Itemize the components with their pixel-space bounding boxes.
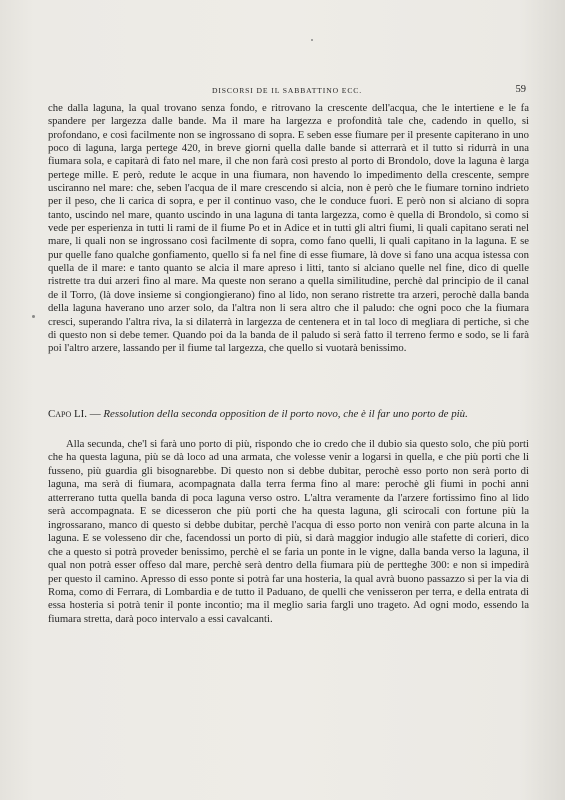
chapter-title: Ressolution della seconda opposition de il porto novo, che è il far uno porto de più.	[103, 408, 468, 420]
chapter-heading	[48, 408, 529, 422]
running-title: DISCORSI DE IL SABBATTINO ECC.	[211, 86, 363, 95]
chapter-separator: —	[87, 408, 104, 420]
chapter-label: Capo LI.	[48, 408, 87, 420]
body-paragraph-1: che dalla laguna, la qual trovano senza fondo, e ritrovano la crescente dell'acqua, che le intertiene e le fa spandere per largezza dalle bande. Ma il mare ha largezza e profondità tale che, cadendo in quello, si profondano, e così facilmente non se ingrossano di sopra. E seben esse fiumare per il presente capiterano in uno poco di laguna, larga pertege 420, in breve giorni quella dalle bande si atterrarà et il tutto si ridurrà in una fiumara sola, e capitarà di fato nel mare, il che non farà così presto al porto di Brondolo, dove la laguna è larga pertege mille. E però, redute le acque in una fiumara, non havendo lo impedimento della crescente, sempre usciranno nel mare: che, seben l'acqua de il mare crescendo si alcia, non è però che le fiumare tornino indrieto per il peso, che li carica di sopra, e per il continuo vaso, che le conduce fuori. E però non si alciano di sopra tanto, uscindo nel mare, quanto uscindo in una laguna di tanta largezza, como è quella di Brondolo, sì como si vede per esperienza in tutti li rami de il fiume Po et in Adice et in tutti gli altri fiumi, li quali capitano serati nel mare, li quali non se ingrossano così facilmente di sopra, como fano quelli, li quali capitano in la laguna. E se pur quelle fano qualche gonfiamento, quello si fa nel fine di esse fiumare, là dove si fano una acqua istessa con quella de il mare: e tanto quanto se alcia il mare apreso i litti, tanto si alciano quelle nel fine, dico di quelle ristrette tra dui arzeri fino al mare. Ma queste non serano a quella similitudine, perchè dal principio de il canal de il Torro, (là dove insieme si congiongierano) fino al lido, non serano ristrette tra arzeri, perochè dalla banda della laguna haverano uno arzer solo, da l'altra non li sera altro che il paludo: che ogni poco che la fiumara cresci, superando l'altra riva, la si dilaterrà in largezza de centenera et in tal loco di megliara di pertiche, sì che di questo non si debe temer. Quando poi da la banda de il paludo si serà fatto il terreno fermo e sodo, se li farà poi l'altro arzere, lassando per il fiume tal largezza, che quello si vuotarà benissimo.	[48, 102, 529, 355]
body-paragraph-2: Alla secunda, che'l si farà uno porto di più, rispondo che io credo che il dubio sia questo solo, che più porti che ha questa laguna, più se dà loco ad una armata, che volesse venir a logarsi in quella, e che più porti che li fusseno, più guardia gli bisognarebbe. Di questo non si debbe dubitar, perochè esso porto non serà porto di laguna, ma serà di fiumara, acompagnata dalla terra ferma fino al mare: perochè gli fiumi in pochi anni atterrerano tutta quella banda di poca laguna verso ostro. L'altra veramente da l'arzere fortissimo fino al lido serà accompagnata. E se dicesseron che più porti che ha questa laguna, gli scirocali con fortune più la ingrossarano, manco di questo si debbe dubitar, perchè l'acqua di esso porto non venirà con parte alcuna in la laguna. E se volesseno dir che, facendossi un porto di più, si darà maggior indugio alle stafette di corieri, dico che a questo si potrà proveder benissimo, perchè el se faria un ponte in le vigne, dalla banda verso la laguna, il qual non potrà esser offeso dal mare, perchè serà dentro della fiumara più de pertteghe 300: e non si impedirà per questo il camino. Apresso di esso ponte si potrà far una hosteria, la qual avrà buono passazzo sì per la via di Roma, como di Ferrara, di Lombardia e de tutto il Paduano, de quelli che venisseron per terra, e della entrata di essa hosteria si potrà tenir il ponte incontio; ma il meglio saria fargli uno trageto. Ad ogni modo, essendo la fiumara stretta, darà poco intervalo a essi cavalcanti.	[48, 438, 529, 625]
scan-speck	[311, 39, 313, 41]
running-head	[48, 84, 526, 96]
page-number: 59	[515, 84, 526, 95]
scan-speck	[32, 315, 35, 318]
